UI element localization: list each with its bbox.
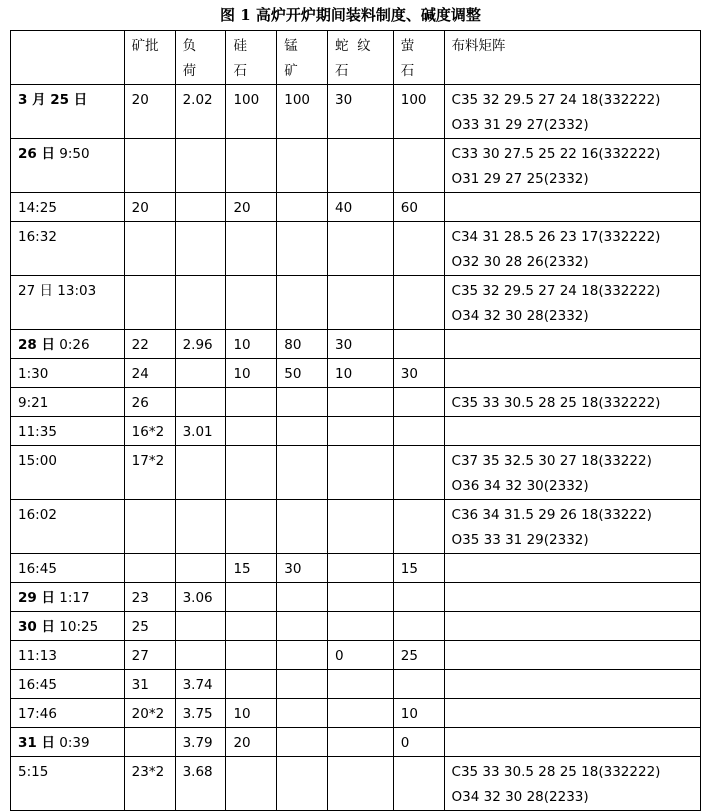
fluorite-cell (393, 670, 444, 699)
time-cell (11, 446, 125, 500)
table-row (11, 330, 701, 359)
load-cell: 3.06 (175, 583, 226, 612)
matrix-ore-line: O36 34 32 30(2332) (451, 478, 589, 494)
time-label: 5:15 (18, 764, 49, 780)
load-cell (175, 500, 226, 554)
charging-schedule-table (10, 30, 701, 811)
manganese-ore-cell: 50 (277, 359, 328, 388)
time-label: 10:25 (55, 619, 99, 635)
time-cell (11, 139, 125, 193)
load-cell: 2.96 (175, 330, 226, 359)
time-label: 9:50 (55, 146, 90, 162)
load-cell (175, 388, 226, 417)
silica-cell (226, 388, 277, 417)
table-title: 图 1 高炉开炉期间装料制度、碱度调整 (220, 6, 481, 24)
distribution-matrix-cell (444, 359, 700, 388)
matrix-coke-line: C35 32 29.5 27 24 18(332222) (451, 283, 661, 299)
distribution-matrix-cell (444, 699, 700, 728)
ore-batch-cell (124, 222, 175, 276)
distribution-matrix-cell (444, 670, 700, 699)
table-row (11, 670, 701, 699)
silica-cell (226, 670, 277, 699)
fluorite-cell (393, 276, 444, 330)
matrix-ore-line: O34 32 30 28(2332) (451, 308, 589, 324)
ore-batch-cell: 22 (124, 330, 175, 359)
ore-batch-cell: 26 (124, 388, 175, 417)
distribution-matrix-cell (444, 417, 700, 446)
manganese-ore-cell (277, 139, 328, 193)
load-cell (175, 276, 226, 330)
manganese-ore-cell (277, 276, 328, 330)
fluorite-cell (393, 612, 444, 641)
time-cell (11, 612, 125, 641)
time-label: 1:30 (18, 366, 49, 382)
distribution-matrix-cell (444, 388, 700, 417)
distribution-matrix-cell (444, 222, 700, 276)
time-cell (11, 699, 125, 728)
distribution-matrix-cell (444, 554, 700, 583)
time-label: 14:25 (18, 200, 57, 216)
load-cell: 3.68 (175, 757, 226, 811)
load-cell (175, 139, 226, 193)
distribution-matrix-cell (444, 500, 700, 554)
manganese-ore-cell (277, 388, 328, 417)
distribution-matrix-cell (444, 85, 700, 139)
date-label: 3 月 25 日 (18, 92, 88, 108)
fluorite-cell (393, 417, 444, 446)
ore-batch-cell: 20*2 (124, 699, 175, 728)
silica-cell: 20 (226, 728, 277, 757)
table-row (11, 193, 701, 222)
ore-batch-cell: 27 (124, 641, 175, 670)
time-cell (11, 670, 125, 699)
serpentine-cell: 10 (328, 359, 394, 388)
ore-batch-cell: 31 (124, 670, 175, 699)
table-row (11, 388, 701, 417)
table-row (11, 222, 701, 276)
date-label: 31 日 (18, 735, 55, 751)
serpentine-cell (328, 554, 394, 583)
serpentine-cell (328, 446, 394, 500)
manganese-ore-cell (277, 417, 328, 446)
load-cell (175, 554, 226, 583)
load-cell: 3.01 (175, 417, 226, 446)
distribution-matrix-cell (444, 583, 700, 612)
time-label: 0:39 (55, 735, 90, 751)
fluorite-cell (393, 500, 444, 554)
matrix-ore-line: O32 30 28 26(2332) (451, 254, 589, 270)
time-cell (11, 757, 125, 811)
matrix-coke-line: C33 30 27.5 25 22 16(332222) (451, 146, 661, 162)
time-label: 16:32 (18, 229, 57, 245)
serpentine-cell (328, 388, 394, 417)
ore-batch-cell (124, 554, 175, 583)
manganese-ore-cell (277, 193, 328, 222)
time-cell (11, 359, 125, 388)
time-label: 1:17 (55, 590, 90, 606)
load-cell (175, 193, 226, 222)
distribution-matrix-cell (444, 330, 700, 359)
ore-batch-cell: 23*2 (124, 757, 175, 811)
table-row (11, 85, 701, 139)
silica-cell (226, 583, 277, 612)
silica-cell (226, 612, 277, 641)
date-label: 28 日 (18, 337, 55, 353)
table-row (11, 500, 701, 554)
time-cell (11, 417, 125, 446)
fluorite-cell (393, 757, 444, 811)
time-cell (11, 500, 125, 554)
header-time (11, 31, 125, 85)
time-cell (11, 222, 125, 276)
silica-cell (226, 276, 277, 330)
fluorite-cell: 30 (393, 359, 444, 388)
fluorite-cell: 0 (393, 728, 444, 757)
silica-cell: 100 (226, 85, 277, 139)
silica-cell (226, 757, 277, 811)
matrix-coke-line: C34 31 28.5 26 23 17(332222) (451, 229, 661, 245)
fluorite-cell: 25 (393, 641, 444, 670)
table-row (11, 359, 701, 388)
table-row (11, 554, 701, 583)
table-row (11, 276, 701, 330)
matrix-ore-line: O31 29 27 25(2332) (451, 171, 589, 187)
time-label: 17:46 (18, 706, 57, 722)
date-label: 29 日 (18, 590, 55, 606)
fluorite-cell (393, 583, 444, 612)
matrix-ore-line: O35 33 31 29(2332) (451, 532, 589, 548)
serpentine-cell (328, 139, 394, 193)
table-row (11, 612, 701, 641)
table-row (11, 728, 701, 757)
table-row (11, 139, 701, 193)
serpentine-cell (328, 612, 394, 641)
header-silica: 硅 石 (226, 31, 277, 85)
date-label: 30 日 (18, 619, 55, 635)
serpentine-cell: 30 (328, 85, 394, 139)
silica-cell: 10 (226, 699, 277, 728)
matrix-coke-line: C37 35 32.5 30 27 18(33222) (451, 453, 652, 469)
header-fluorite: 萤 石 (393, 31, 444, 85)
distribution-matrix-cell (444, 728, 700, 757)
fluorite-cell: 15 (393, 554, 444, 583)
header-load: 负 荷 (175, 31, 226, 85)
load-cell: 3.74 (175, 670, 226, 699)
date-label: 26 日 (18, 146, 55, 162)
load-cell (175, 359, 226, 388)
fluorite-cell (393, 139, 444, 193)
serpentine-cell: 30 (328, 330, 394, 359)
ore-batch-cell: 16*2 (124, 417, 175, 446)
header-serpentine: 蛇 纹 石 (328, 31, 394, 85)
time-cell (11, 728, 125, 757)
table-row (11, 757, 701, 811)
ore-batch-cell: 20 (124, 193, 175, 222)
header-row (11, 31, 701, 85)
manganese-ore-cell: 80 (277, 330, 328, 359)
fluorite-cell: 60 (393, 193, 444, 222)
load-cell (175, 446, 226, 500)
distribution-matrix-cell (444, 276, 700, 330)
serpentine-cell: 40 (328, 193, 394, 222)
serpentine-cell (328, 757, 394, 811)
time-cell (11, 330, 125, 359)
time-cell (11, 583, 125, 612)
ore-batch-cell (124, 500, 175, 554)
manganese-ore-cell (277, 641, 328, 670)
serpentine-cell: 0 (328, 641, 394, 670)
ore-batch-cell: 24 (124, 359, 175, 388)
load-cell: 3.79 (175, 728, 226, 757)
fluorite-cell (393, 222, 444, 276)
time-label: 15:00 (18, 453, 57, 469)
ore-batch-cell (124, 139, 175, 193)
table-row (11, 641, 701, 670)
fluorite-cell: 100 (393, 85, 444, 139)
matrix-ore-line: O33 31 29 27(2332) (451, 117, 589, 133)
time-cell (11, 193, 125, 222)
time-label: 16:45 (18, 677, 57, 693)
manganese-ore-cell: 30 (277, 554, 328, 583)
distribution-matrix-cell (444, 139, 700, 193)
time-cell (11, 554, 125, 583)
manganese-ore-cell (277, 728, 328, 757)
silica-cell: 10 (226, 359, 277, 388)
manganese-ore-cell (277, 670, 328, 699)
matrix-coke-line: C36 34 31.5 29 26 18(33222) (451, 507, 652, 523)
load-cell (175, 641, 226, 670)
time-label: 27 日 13:03 (18, 283, 97, 299)
table-row (11, 417, 701, 446)
load-cell (175, 612, 226, 641)
time-label: 16:02 (18, 507, 57, 523)
time-label: 9:21 (18, 395, 49, 411)
time-cell (11, 641, 125, 670)
silica-cell: 10 (226, 330, 277, 359)
distribution-matrix-cell (444, 757, 700, 811)
serpentine-cell (328, 699, 394, 728)
fluorite-cell (393, 388, 444, 417)
serpentine-cell (328, 500, 394, 554)
time-cell (11, 276, 125, 330)
silica-cell (226, 139, 277, 193)
manganese-ore-cell: 100 (277, 85, 328, 139)
distribution-matrix-cell (444, 193, 700, 222)
time-cell (11, 388, 125, 417)
distribution-matrix-cell (444, 612, 700, 641)
serpentine-cell (328, 417, 394, 446)
table-row (11, 699, 701, 728)
serpentine-cell (328, 728, 394, 757)
silica-cell: 15 (226, 554, 277, 583)
time-label: 0:26 (55, 337, 90, 353)
serpentine-cell (328, 222, 394, 276)
load-cell (175, 222, 226, 276)
header-ore-batch: 矿批 (124, 31, 175, 85)
matrix-coke-line: C35 33 30.5 28 25 18(332222) (451, 764, 661, 780)
manganese-ore-cell (277, 500, 328, 554)
manganese-ore-cell (277, 757, 328, 811)
manganese-ore-cell (277, 446, 328, 500)
distribution-matrix-cell (444, 446, 700, 500)
manganese-ore-cell (277, 699, 328, 728)
fluorite-cell: 10 (393, 699, 444, 728)
matrix-coke-line: C35 33 30.5 28 25 18(332222) (451, 395, 661, 411)
fluorite-cell (393, 330, 444, 359)
ore-batch-cell: 17*2 (124, 446, 175, 500)
time-cell (11, 85, 125, 139)
time-label: 11:35 (18, 424, 57, 440)
silica-cell: 20 (226, 193, 277, 222)
silica-cell (226, 641, 277, 670)
table-row (11, 446, 701, 500)
manganese-ore-cell (277, 222, 328, 276)
manganese-ore-cell (277, 583, 328, 612)
header-distribution-matrix: 布料矩阵 (444, 31, 700, 85)
manganese-ore-cell (277, 612, 328, 641)
ore-batch-cell (124, 728, 175, 757)
time-label: 11:13 (18, 648, 57, 664)
header-manganese-ore: 锰 矿 (277, 31, 328, 85)
silica-cell (226, 222, 277, 276)
ore-batch-cell (124, 276, 175, 330)
serpentine-cell (328, 276, 394, 330)
load-cell: 2.02 (175, 85, 226, 139)
fluorite-cell (393, 446, 444, 500)
matrix-ore-line: O34 32 30 28(2233) (451, 789, 589, 805)
silica-cell (226, 446, 277, 500)
ore-batch-cell: 25 (124, 612, 175, 641)
table-row (11, 583, 701, 612)
distribution-matrix-cell (444, 641, 700, 670)
ore-batch-cell: 20 (124, 85, 175, 139)
load-cell: 3.75 (175, 699, 226, 728)
silica-cell (226, 417, 277, 446)
silica-cell (226, 500, 277, 554)
time-label: 16:45 (18, 561, 57, 577)
serpentine-cell (328, 583, 394, 612)
ore-batch-cell: 23 (124, 583, 175, 612)
matrix-coke-line: C35 32 29.5 27 24 18(332222) (451, 92, 661, 108)
serpentine-cell (328, 670, 394, 699)
